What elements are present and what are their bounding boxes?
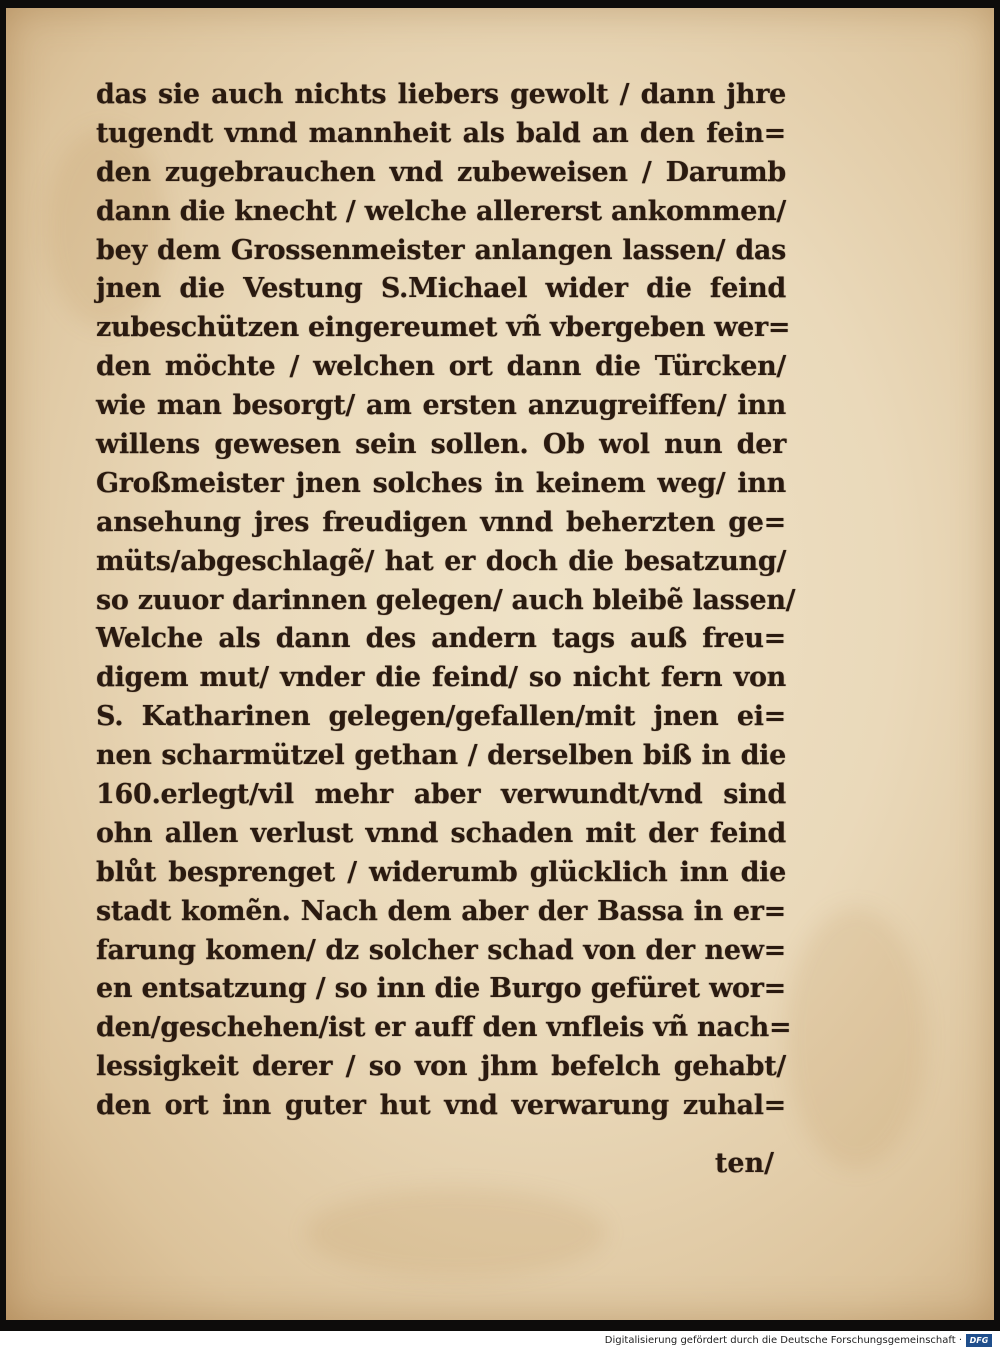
text-line: en entsatzung / so inn die Burgo gefüret wor= (96, 973, 786, 1005)
footer-bar (0, 1331, 1000, 1351)
text-line: den zugebrauchen vnd zubeweisen / Darumb (96, 156, 786, 188)
text-line: farung komen/ dz solcher schad von der new= (96, 934, 786, 966)
funding-credit: Digitalisierung gefördert durch die Deutsche Forschungsgemeinschaft · (604, 1335, 962, 1346)
text-line: den möchte / welchen ort dann die Türcken/ (96, 351, 786, 383)
paper-stain (306, 1188, 606, 1278)
text-line: den/geschehen/ist er auff den vnfleis vñ nach= (96, 1012, 792, 1044)
dfg-logo: DFG (966, 1334, 992, 1347)
page-text (96, 76, 796, 1126)
text-line: nen scharmützel gethan / derselben biß in die (96, 740, 786, 772)
paper-stain (786, 908, 926, 1168)
text-line: jnen die Vestung S.Michael wider die feind (96, 273, 786, 305)
text-line: Großmeister jnen solches in keinem weg/ inn (96, 467, 786, 499)
text-line: den ort inn guter hut vnd verwarung zuhal= (96, 1090, 786, 1122)
text-line: müts/abgeschlagẽ/ hat er doch die besatzung/ (96, 545, 786, 577)
text-line: Welche als dann des andern tags auß freu= (96, 623, 786, 655)
text-line: so zuuor darinnen gelegen/ auch bleibẽ lassen/ (96, 584, 796, 616)
text-line: digem mut/ vnder die feind/ so nicht fern von (96, 662, 786, 694)
text-line: willens gewesen sein sollen. Ob wol nun der (96, 429, 786, 461)
text-line: stadt komẽn. Nach dem aber der Bassa in er= (96, 895, 786, 927)
text-line: bey dem Grossenmeister anlangen lassen/ das (96, 234, 786, 266)
text-line: blůt besprenget / widerumb glücklich inn die (96, 856, 786, 888)
text-line: wie man besorgt/ am ersten anzugreiffen/ inn (96, 390, 786, 422)
catchword: ten/ (714, 1148, 774, 1179)
text-line: ohn allen verlust vnnd schaden mit der feind (96, 817, 786, 849)
text-line: zubeschützen eingereumet vñ vbergeben wer= (96, 312, 791, 344)
text-line: das sie auch nichts liebers gewolt / dann jhre (96, 79, 786, 110)
text-line: dann die knecht / welche allererst ankommen/ (96, 195, 786, 227)
text-line: ansehung jres freudigen vnnd beherzten ge= (96, 506, 786, 538)
text-line: lessigkeit derer / so von jhm befelch gehabt/ (96, 1051, 786, 1083)
text-line: S. Katharinen gelegen/gefallen/mit jnen ei= (96, 701, 786, 733)
text-line: 160.erlegt/vil mehr aber verwundt/vnd sind (96, 779, 786, 811)
text-line: tugendt vnnd mannheit als bald an den fein= (96, 117, 786, 149)
